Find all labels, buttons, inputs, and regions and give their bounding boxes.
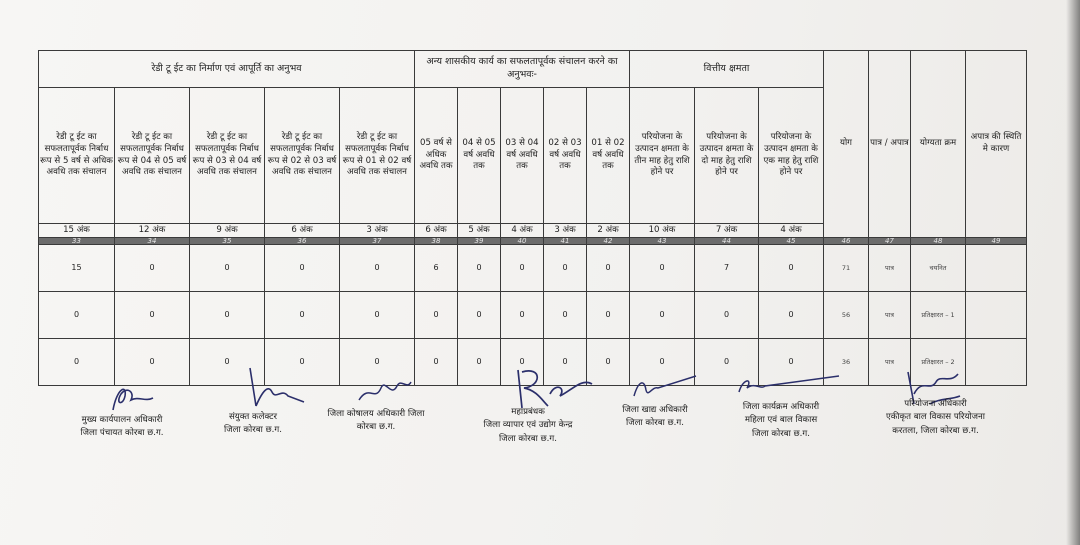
group-header-rte-experience: रेडी टू ईट का निर्माण एवं आपूर्ति का अनुभव bbox=[39, 51, 415, 88]
evaluation-table bbox=[38, 50, 1027, 386]
merit-order-cell: प्रतिक्षारत – 2 bbox=[911, 339, 966, 386]
column-number: 35 bbox=[190, 238, 265, 245]
header-total: योग bbox=[824, 51, 869, 238]
signature-title: जिला खाद्य अधिकारी bbox=[622, 405, 688, 415]
signature-block-project-officer bbox=[858, 398, 1013, 438]
score-cell: 0 bbox=[630, 245, 695, 292]
score-cell: 0 bbox=[501, 292, 544, 339]
score-cell: 0 bbox=[415, 292, 458, 339]
column-number: 41 bbox=[544, 238, 587, 245]
score-cell: 7 bbox=[695, 245, 759, 292]
signature-block-ceo bbox=[52, 414, 192, 441]
column-number: 39 bbox=[458, 238, 501, 245]
score-cell: 0 bbox=[759, 292, 824, 339]
group-header-govt-work-experience: अन्य शासकीय कार्य का सफलतापूर्वक संचालन करने का अनुभवः- bbox=[415, 51, 630, 88]
score-cell: 0 bbox=[115, 339, 190, 386]
column-number: 36 bbox=[265, 238, 340, 245]
signature-block-food-officer bbox=[600, 404, 710, 431]
signature-office: महिला एवं बाल विकास bbox=[744, 415, 818, 426]
column-header: 04 से 05 वर्ष अवधि तक bbox=[458, 88, 501, 224]
score-cell: 0 bbox=[544, 339, 587, 386]
signature-title: जिला कार्यक्रम अधिकारी bbox=[742, 402, 820, 412]
score-cell: 0 bbox=[759, 245, 824, 292]
score-cell: 0 bbox=[190, 292, 265, 339]
signature-title: परियोजना अधिकारी bbox=[904, 399, 967, 409]
merit-order-cell: प्रतिक्षारत – 1 bbox=[911, 292, 966, 339]
column-number: 46 bbox=[824, 238, 869, 245]
column-header: रेडी टू ईट का सफलतापूर्वक निर्बाध रूप से 01 से 02 वर्ष अवधि तक संचालन bbox=[340, 88, 415, 224]
signature-title: मुख्य कार्यपालन अधिकारी bbox=[81, 415, 163, 425]
header-ineligibility-reason: अपात्र की स्थिति मे कारण bbox=[966, 51, 1027, 238]
merit-order-cell: चयनित bbox=[911, 245, 966, 292]
column-number: 45 bbox=[759, 238, 824, 245]
table-row bbox=[39, 245, 1027, 292]
signature-district: जिला कोरबा छ.ग. bbox=[499, 433, 557, 444]
signature-title: महाप्रबंधक bbox=[511, 407, 545, 417]
reason-cell bbox=[966, 292, 1027, 339]
column-header: 03 से 04 वर्ष अवधि तक bbox=[501, 88, 544, 224]
column-header: 02 से 03 वर्ष अवधि तक bbox=[544, 88, 587, 224]
column-number: 44 bbox=[695, 238, 759, 245]
column-points: 4 अंक bbox=[501, 224, 544, 238]
header-merit-order: योग्यता क्रम bbox=[911, 51, 966, 238]
column-header: रेडी टू ईट का सफलतापूर्वक निर्बाध रूप से 5 वर्ष से अधिक अवधि तक संचालन bbox=[39, 88, 115, 224]
signature-gm-scribble bbox=[512, 364, 597, 412]
score-cell: 0 bbox=[265, 292, 340, 339]
column-header: रेडी टू ईट का सफलतापूर्वक निर्बाध रूप से 02 से 03 वर्ष अवधि तक संचालन bbox=[265, 88, 340, 224]
score-cell: 0 bbox=[695, 292, 759, 339]
column-points: 7 अंक bbox=[695, 224, 759, 238]
column-points: 6 अंक bbox=[265, 224, 340, 238]
score-cell: 0 bbox=[587, 339, 630, 386]
column-number: 40 bbox=[501, 238, 544, 245]
signature-title: जिला कोषालय अधिकारी जिला bbox=[327, 409, 425, 419]
score-cell: 0 bbox=[587, 292, 630, 339]
group-header-financial-capacity: वित्तीय क्षमता bbox=[630, 51, 824, 88]
score-cell: 0 bbox=[501, 339, 544, 386]
column-header: परियोजना के उत्पादन क्षमता के एक माह हेतु राशि होने पर bbox=[759, 88, 824, 224]
total-cell: 56 bbox=[824, 292, 869, 339]
signature-office: जिला व्यापार एवं उद्योग केन्द्र bbox=[483, 420, 573, 431]
reason-cell bbox=[966, 245, 1027, 292]
column-points: 2 अंक bbox=[587, 224, 630, 238]
header-eligibility: पात्र / अपात्र bbox=[869, 51, 911, 238]
score-cell: 0 bbox=[340, 245, 415, 292]
score-cell: 0 bbox=[340, 339, 415, 386]
score-cell: 0 bbox=[115, 292, 190, 339]
column-header: 01 से 02 वर्ष अवधि तक bbox=[587, 88, 630, 224]
column-number: 34 bbox=[115, 238, 190, 245]
signature-food-officer-scribble bbox=[628, 372, 700, 406]
signature-block-general-manager bbox=[458, 406, 598, 446]
score-cell: 0 bbox=[458, 245, 501, 292]
score-cell: 0 bbox=[630, 339, 695, 386]
signature-title: संयुक्त कलेक्टर bbox=[229, 412, 277, 422]
column-points: 15 अंक bbox=[39, 224, 115, 238]
page-edge-shadow bbox=[1066, 0, 1080, 545]
signature-block-joint-collector bbox=[198, 411, 308, 438]
signature-district: जिला कोरबा छ.ग. bbox=[752, 428, 810, 439]
signature-office: कोरबा छ.ग. bbox=[356, 422, 396, 433]
signature-treasury-scribble bbox=[355, 374, 415, 410]
column-number: 47 bbox=[869, 238, 911, 245]
signature-office: एकीकृत बाल विकास परियोजना bbox=[885, 412, 986, 423]
score-cell: 0 bbox=[630, 292, 695, 339]
score-cell: 0 bbox=[695, 339, 759, 386]
eligibility-cell: पात्र bbox=[869, 292, 911, 339]
column-header: परियोजना के उत्पादन क्षमता के दो माह हेतु राशि होने पर bbox=[695, 88, 759, 224]
score-cell: 0 bbox=[544, 292, 587, 339]
total-cell: 71 bbox=[824, 245, 869, 292]
column-number: 49 bbox=[966, 238, 1027, 245]
score-cell: 0 bbox=[458, 292, 501, 339]
signature-program-officer-scribble bbox=[735, 372, 845, 402]
column-number: 48 bbox=[911, 238, 966, 245]
score-cell: 0 bbox=[415, 339, 458, 386]
column-header: रेडी टू ईट का सफलतापूर्वक निर्बाध रूप से 04 से 05 वर्ष अवधि तक संचालन bbox=[115, 88, 190, 224]
eligibility-cell: पात्र bbox=[869, 339, 911, 386]
column-points: 4 अंक bbox=[759, 224, 824, 238]
column-header: परियोजना के उत्पादन क्षमता के तीन माह हेतु राशि होने पर bbox=[630, 88, 695, 224]
column-points: 12 अंक bbox=[115, 224, 190, 238]
score-cell: 0 bbox=[265, 245, 340, 292]
score-cell: 0 bbox=[759, 339, 824, 386]
signature-district: करतला, जिला कोरबा छ.ग. bbox=[892, 425, 979, 436]
score-cell: 0 bbox=[587, 245, 630, 292]
signature-collector-scribble bbox=[238, 362, 308, 414]
column-points: 6 अंक bbox=[415, 224, 458, 238]
score-cell: 0 bbox=[39, 292, 115, 339]
signature-office: जिला पंचायत कोरबा छ.ग. bbox=[80, 428, 164, 439]
table-row bbox=[39, 292, 1027, 339]
column-number: 33 bbox=[39, 238, 115, 245]
signature-office: जिला कोरबा छ.ग. bbox=[224, 425, 282, 436]
score-cell: 6 bbox=[415, 245, 458, 292]
eligibility-cell: पात्र bbox=[869, 245, 911, 292]
signature-office: जिला कोरबा छ.ग. bbox=[626, 418, 684, 429]
score-cell: 0 bbox=[190, 339, 265, 386]
score-cell: 0 bbox=[501, 245, 544, 292]
score-cell: 15 bbox=[39, 245, 115, 292]
score-cell: 0 bbox=[458, 339, 501, 386]
score-cell: 0 bbox=[39, 339, 115, 386]
column-number: 37 bbox=[340, 238, 415, 245]
column-header: 05 वर्ष से अधिक अवधि तक bbox=[415, 88, 458, 224]
column-points: 3 अंक bbox=[544, 224, 587, 238]
signature-block-treasury bbox=[306, 408, 446, 435]
column-number: 38 bbox=[415, 238, 458, 245]
total-cell: 36 bbox=[824, 339, 869, 386]
score-cell: 0 bbox=[544, 245, 587, 292]
column-points: 9 अंक bbox=[190, 224, 265, 238]
column-points: 10 अंक bbox=[630, 224, 695, 238]
reason-cell bbox=[966, 339, 1027, 386]
column-number: 43 bbox=[630, 238, 695, 245]
column-points: 5 अंक bbox=[458, 224, 501, 238]
score-cell: 0 bbox=[340, 292, 415, 339]
score-cell: 0 bbox=[115, 245, 190, 292]
column-header: रेडी टू ईट का सफलतापूर्वक निर्बाध रूप से 03 से 04 वर्ष अवधि तक संचालन bbox=[190, 88, 265, 224]
score-cell: 0 bbox=[190, 245, 265, 292]
score-cell: 0 bbox=[265, 339, 340, 386]
column-number: 42 bbox=[587, 238, 630, 245]
signature-block-program-officer bbox=[716, 401, 846, 441]
column-points: 3 अंक bbox=[340, 224, 415, 238]
